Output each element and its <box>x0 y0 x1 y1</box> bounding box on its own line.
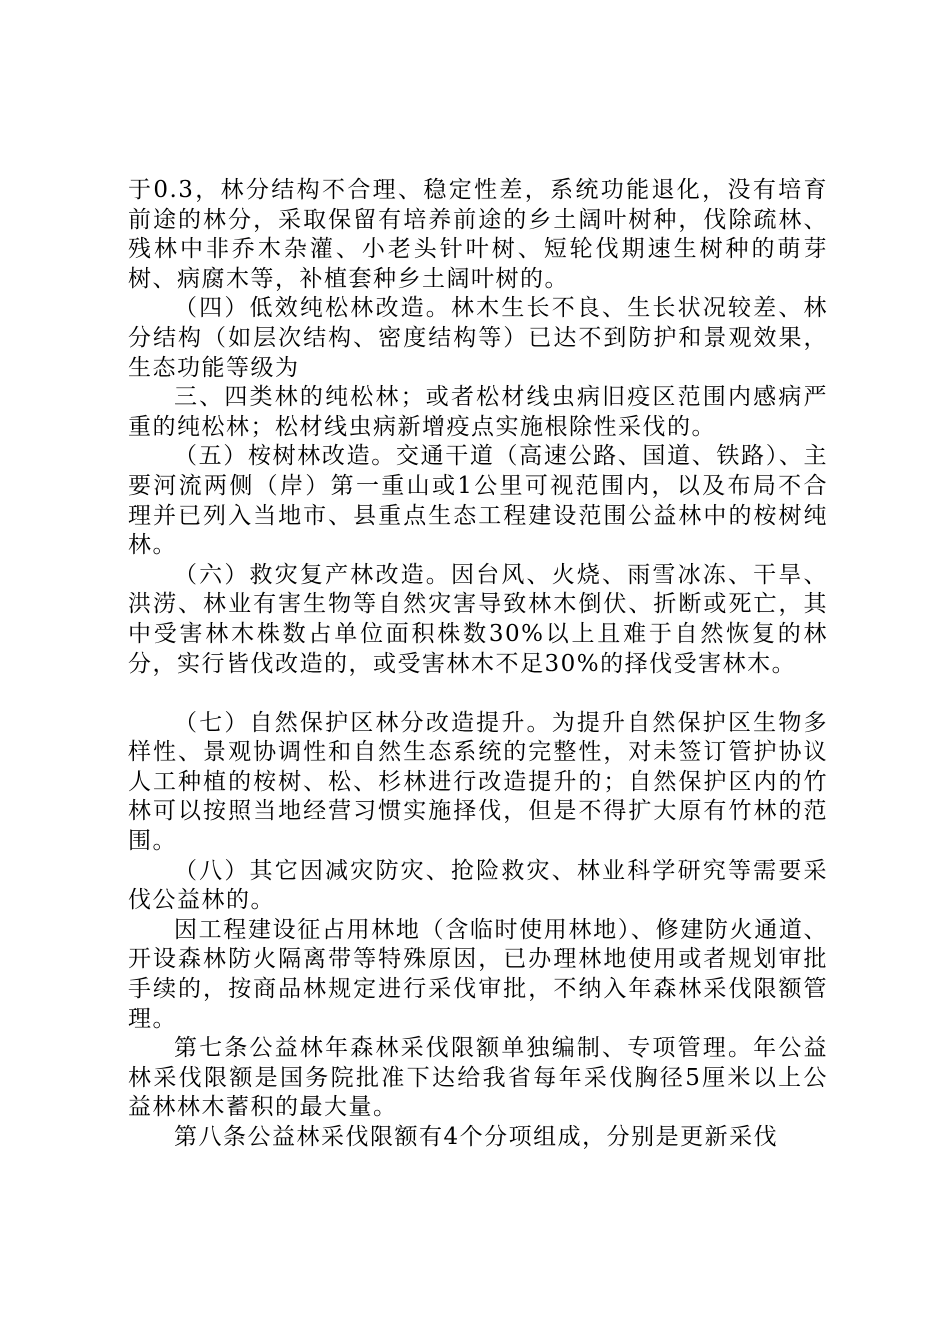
paragraph-item-6: （六）救灾复产林改造。因台风、火烧、雨雪冰冻、干旱、洪涝、林业有害生物等自然灾害导致林木倒伏、折断或死亡，其中受害林木株数占单位面积株数30%以上且难于自然恢复的林分，实行皆伐改造的，或受害林木不足30%的择伐受害林木。 <box>128 561 828 677</box>
paragraph-item-7: （七）自然保护区林分改造提升。为提升自然保护区生物多样性、景观协调性和自然生态系统的完整性，对未签订管护协议人工种植的桉树、松、杉林进行改造提升的；自然保护区内的竹林可以按照当地经营习惯实施择伐，但是不得扩大原有竹林的范围。 <box>128 709 828 855</box>
paragraph-special-cases: 因工程建设征占用林地（含临时使用林地）、修建防火通道、开设森林防火隔离带等特殊原因，已办理林地使用或者规划审批手续的，按商品林规定进行采伐审批，不纳入年森林采伐限额管理。 <box>128 916 828 1032</box>
paragraph-article-8: 第八条公益林采伐限额有4个分项组成，分别是更新采伐 <box>174 1124 779 1150</box>
document-body <box>128 176 828 1153</box>
paragraph-continuation: 于0.3，林分结构不合理、稳定性差，系统功能退化，没有培育前途的林分，采取保留有培养前途的乡土阔叶树种，伐除疏林、残林中非乔木杂灌、小老头针叶树、短轮伐期速生树种的萌芽树、病腐木等，补植套种乡土阔叶树的。 <box>128 177 828 292</box>
paragraph-item-4: （四）低效纯松林改造。林木生长不良、生长状况较差、林分结构（如层次结构、密度结构等）已达不到防护和景观效果，生态功能等级为 <box>128 295 828 381</box>
paragraph-item-4-continued: 三、四类林的纯松林；或者松材线虫病旧疫区范围内感病严重的纯松林；松材线虫病新增疫点实施根除性采伐的。 <box>128 384 828 440</box>
paragraph-item-8: （八）其它因减灾防灾、抢险救灾、林业科学研究等需要采伐公益林的。 <box>128 857 828 914</box>
paragraph-item-5: （五）桉树林改造。交通干道（高速公路、国道、铁路）、主要河流两侧（岸）第一重山或1公里可视范围内，以及布局不合理并已列入当地市、县重点生态工程建设范围公益林中的桉树纯林。 <box>128 443 828 559</box>
paragraph-article-7: 第七条公益林年森林采伐限额单独编制、专项管理。年公益林采伐限额是国务院批准下达给我省每年采伐胸径5厘米以上公益林林木蓄积的最大量。 <box>128 1035 828 1121</box>
